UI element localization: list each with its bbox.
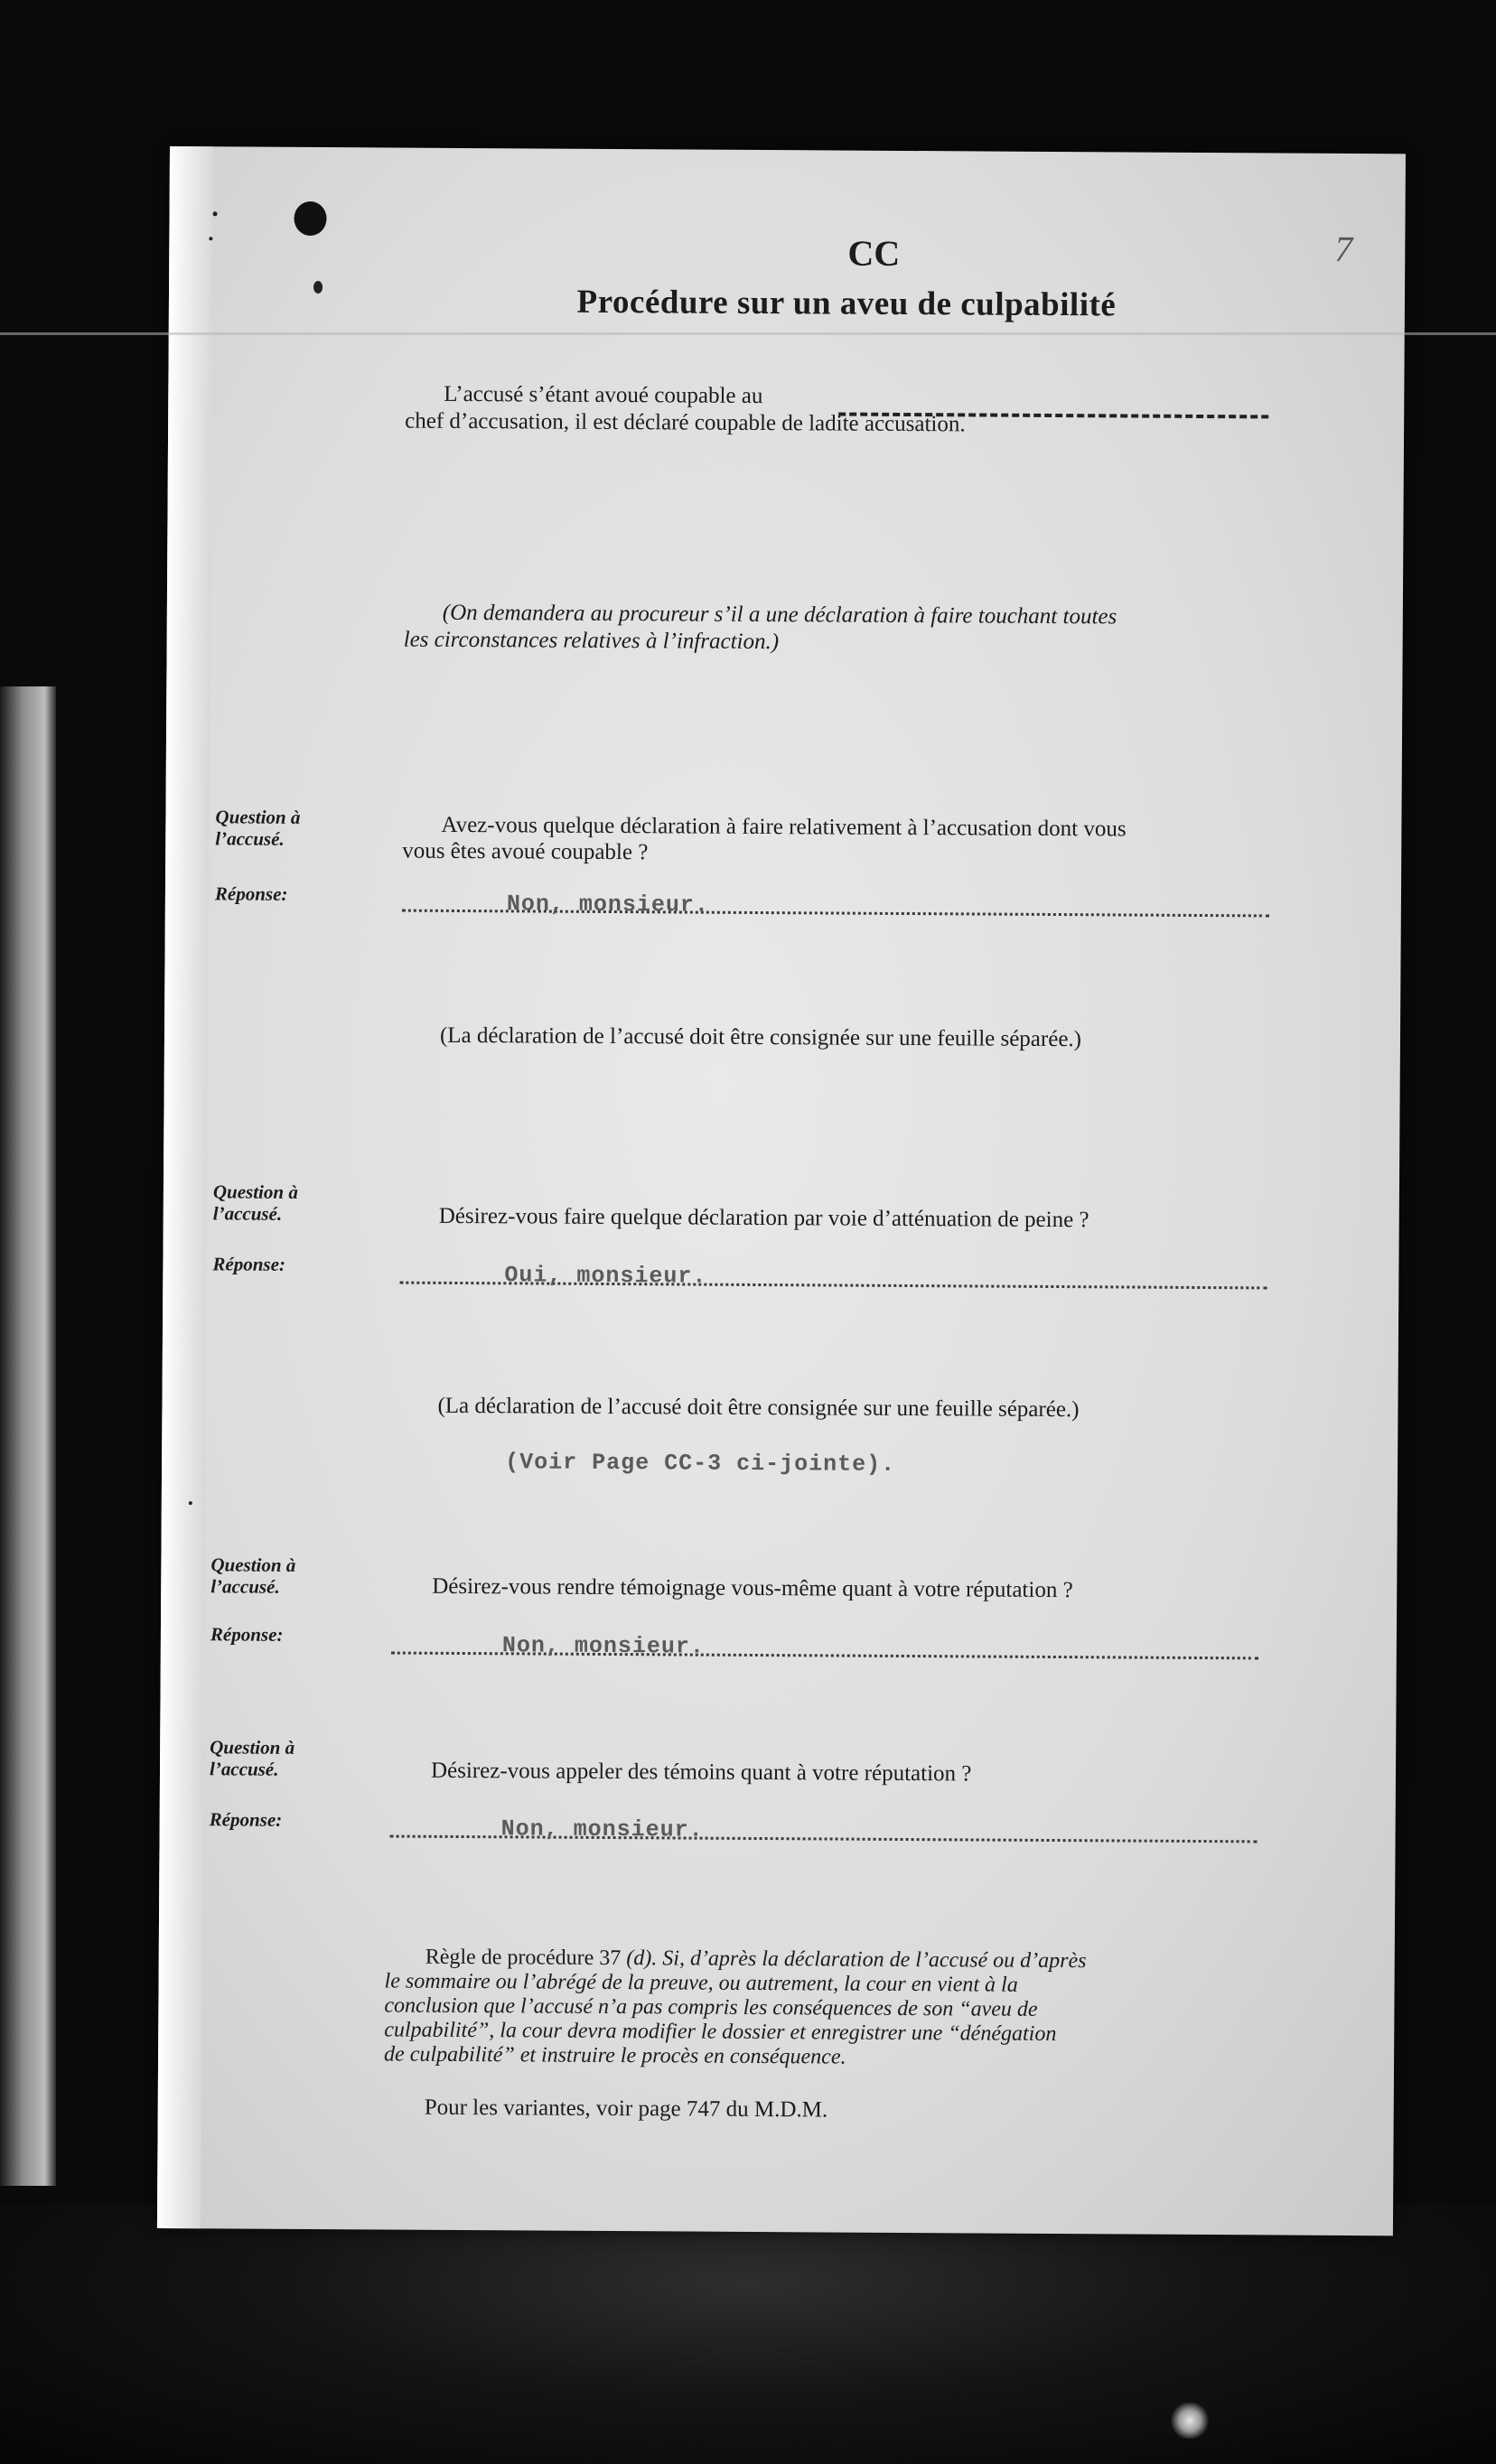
punch-hole: [294, 201, 326, 236]
answer-label: Réponse:: [209, 1808, 283, 1831]
question-1-line-1: Avez-vous quelque déclaration à faire relativement à l’accusation dont vous: [441, 812, 1127, 842]
question-margin-label: Question à l’accusé.: [215, 806, 301, 850]
form-page: [157, 146, 1406, 2235]
intro-line-1: L’accusé s’étant avoué coupable au: [444, 381, 763, 409]
speck: [209, 237, 212, 240]
answer-3-typed: Non, monsieur.: [501, 1632, 705, 1660]
scanner-background: [0, 2204, 1496, 2464]
statement-note-2: (La déclaration de l’accusé doit être consignée sur une feuille séparée.): [437, 1393, 1080, 1423]
typed-page-reference: (Voir Page CC-3 ci-jointe).: [505, 1449, 896, 1478]
scanner-streak: [0, 332, 1496, 335]
answer-label: Réponse:: [210, 1623, 284, 1646]
question-margin-label: Question à l’accusé.: [210, 1554, 296, 1598]
question-2-line-1: Désirez-vous faire quelque déclaration par voie d’atténuation de peine ?: [438, 1203, 1089, 1233]
prosecutor-note-line-2: les circonstances relatives à l’infraction.): [403, 627, 780, 655]
dust-speck: [1170, 2403, 1210, 2439]
speck: [189, 1501, 192, 1505]
question-4-line-1: Désirez-vous appeler des témoins quant à votre réputation ?: [430, 1758, 972, 1787]
answer-label: Réponse:: [212, 1253, 286, 1275]
corner-mark: 7: [1334, 228, 1353, 269]
page-title: Procédure sur un aveu de culpabilité: [576, 283, 1117, 324]
answer-label: Réponse:: [214, 882, 288, 905]
answer-1-typed: Non, monsieur.: [506, 891, 710, 919]
speck: [313, 281, 323, 294]
form-code: CC: [847, 232, 901, 274]
statement-note-1: (La déclaration de l’accusé doit être consignée sur une feuille séparée.): [439, 1022, 1082, 1052]
answer-2-typed: Oui, monsieur.: [504, 1262, 707, 1290]
question-3-line-1: Désirez-vous rendre témoignage vous-même quant à votre réputation ?: [432, 1573, 1073, 1603]
question-1-line-2: vous êtes avoué coupable ?: [402, 838, 649, 865]
page-binding-edge: [157, 146, 213, 2228]
answer-4-typed: Non, monsieur.: [500, 1815, 704, 1843]
question-margin-label: Question à l’accusé.: [209, 1736, 295, 1780]
question-margin-label: Question à l’accusé.: [212, 1181, 298, 1225]
adjacent-page-edge: [0, 686, 56, 2186]
procedure-rule: Règle de procédure 37 (d). Si, d’après la déclaration de l’accusé ou d’après le sommaire ou l’abrégé de la preuve, ou autrement, la cour en vient à la conclusion que l’accusé n’a pas compris les conséquences de son “aveu de culpabilité”, la cour devra modifier le dossier et enregistrer une “dénégation de culpabilité” et instruire le procès en conséquence.: [384, 1945, 1087, 2069]
prosecutor-note-line-1: (On demandera au procureur s’il a une déclaration à faire touchant toutes: [442, 600, 1117, 630]
speck: [213, 211, 218, 216]
intro-line-2: chef d’accusation, il est déclaré coupable de ladite accusation.: [405, 408, 966, 437]
variants-note: Pour les variantes, voir page 747 du M.D.M.: [424, 2095, 828, 2123]
